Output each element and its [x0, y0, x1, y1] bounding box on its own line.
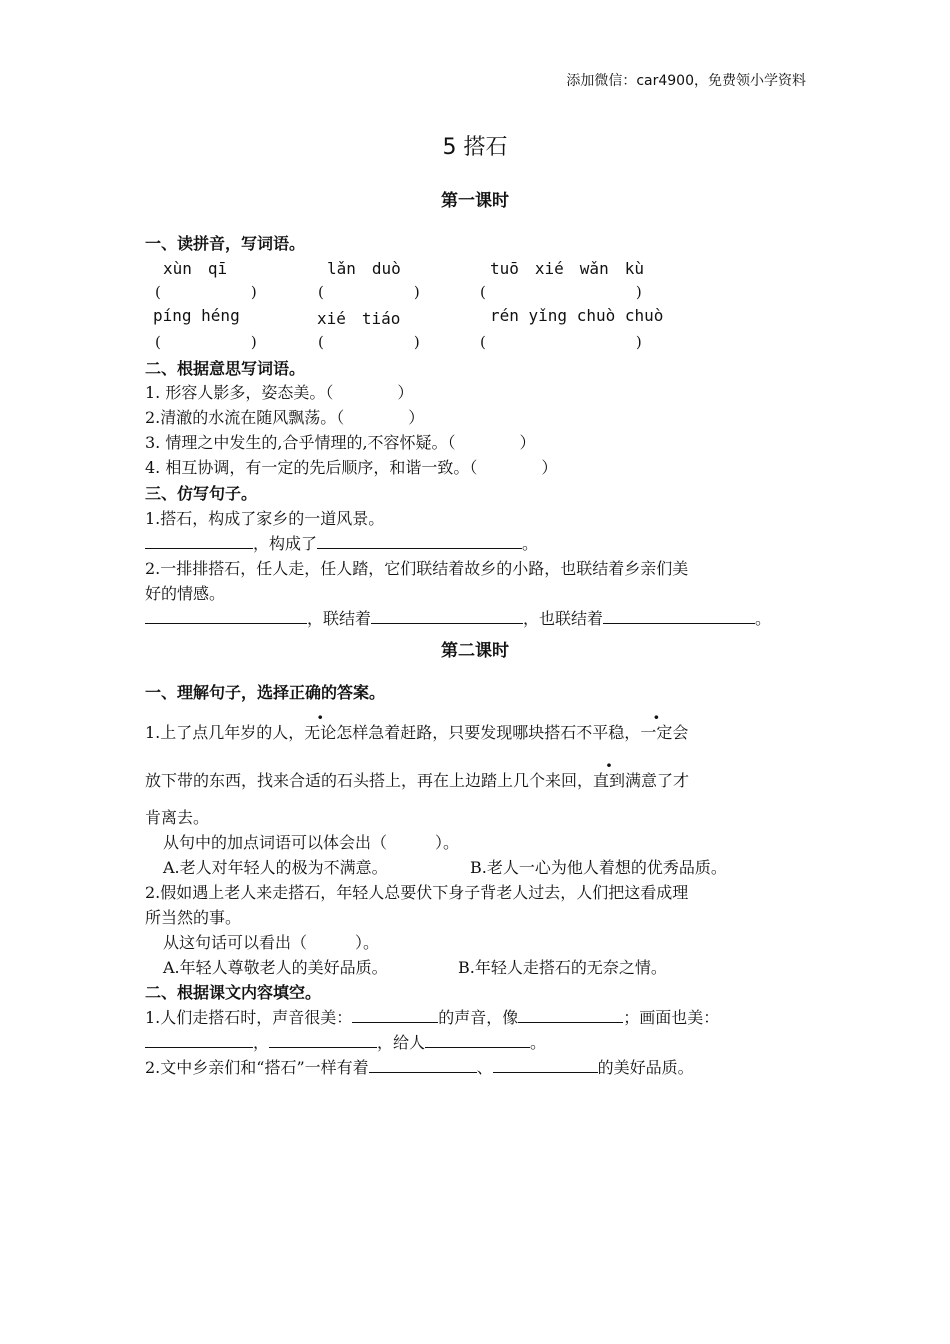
fill-text: ，也联结着: [523, 609, 604, 628]
q1-option-a[interactable]: A.老人对年轻人的极为不满意。: [163, 858, 388, 877]
lesson2-s2-heading: 二、根据课文内容填空。: [145, 983, 322, 1002]
lesson1-s2-heading: 二、根据意思写词语。: [145, 359, 306, 378]
text: 的美好品质。: [597, 1058, 694, 1077]
q1-option-b[interactable]: B.老人一心为他人着想的优秀品质。: [470, 858, 727, 877]
lesson2-s1-heading: 一、理解句子，选择正确的答案。: [145, 683, 386, 702]
answer-parens-2[interactable]: ( ): [318, 283, 420, 301]
definition-item-2: 2.清澈的水流在随风飘荡。（ ）: [145, 408, 425, 427]
text: 满意了才: [625, 771, 690, 790]
text: ，: [253, 1033, 270, 1052]
lesson1-subtitle: 第一课时: [441, 191, 509, 211]
text: 会: [672, 723, 689, 742]
comprehension-q1-line3: 肯离去。: [145, 808, 210, 827]
comprehension-q1-line2: [145, 768, 689, 791]
pinyin-1: xùn qī: [163, 259, 228, 278]
pinyin-6: rén yǐng chuò chuò: [490, 306, 664, 325]
imitate-q2-line1: 2.一排排搭石，任人走，任人踏，它们联结着故乡的小路，也联结着乡亲们美: [145, 559, 689, 578]
answer-parens-6[interactable]: ( ): [480, 333, 642, 351]
comprehension-q1-prompt: 从句中的加点词语可以体会出（ ）。: [163, 833, 460, 852]
lesson1-s1-heading: 一、读拼音，写词语。: [145, 234, 306, 253]
text: 。: [530, 1033, 547, 1052]
blank[interactable]: [493, 1058, 598, 1073]
blank[interactable]: [603, 609, 755, 624]
answer-parens-3[interactable]: ( ): [480, 283, 642, 301]
comprehension-q1-line1: [145, 720, 688, 743]
dotted-word: 无论: [304, 723, 337, 742]
answer-parens-4[interactable]: ( ): [155, 333, 257, 351]
definition-item-3: 3. 情理之中发生的,合乎情理的,不容怀疑。（ ）: [145, 433, 536, 452]
text: 的声音，像: [438, 1008, 519, 1027]
text: 1.人们走搭石时，声音很美：: [145, 1008, 353, 1027]
blank[interactable]: [145, 1033, 253, 1048]
blank[interactable]: [269, 1033, 377, 1048]
fill-text: 。: [755, 609, 772, 628]
text: 怎样急着赶路，只要发现哪块搭石不平稳，: [336, 723, 641, 742]
fill-q1-line1: [145, 1005, 719, 1028]
fill-q2-line: [145, 1055, 694, 1078]
text: 2.文中乡亲们和“搭石”一样有着: [145, 1058, 369, 1077]
fill-q1-line2: [145, 1030, 546, 1053]
q2-option-a[interactable]: A.年轻人尊敬老人的美好品质。: [163, 958, 388, 977]
fill-text: ，联结着: [307, 609, 372, 628]
comprehension-q2-line1: 2.假如遇上老人来走搭石，年轻人总要伏下身子背老人过去，人们把这看成理: [145, 883, 689, 902]
answer-parens-5[interactable]: ( ): [318, 333, 420, 351]
blank[interactable]: [317, 534, 522, 549]
pinyin-2: lǎn duò: [327, 259, 401, 278]
lesson2-subtitle: 第二课时: [441, 641, 509, 661]
blank[interactable]: [371, 609, 523, 624]
pinyin-3: tuō xié wǎn kù: [490, 259, 644, 278]
definition-item-1: 1. 形容人影多，姿态美。（ ）: [145, 383, 414, 402]
blank[interactable]: [352, 1008, 438, 1023]
imitate-q2-line2: 好的情感。: [145, 584, 226, 603]
header-note: 添加微信：car4900，免费领小学资料: [566, 73, 806, 89]
imitate-q1: 1.搭石，构成了家乡的一道风景。: [145, 509, 385, 528]
imitate-q2-fill-line: [145, 606, 771, 629]
blank[interactable]: [425, 1033, 530, 1048]
pinyin-5: xié tiáo: [317, 309, 401, 328]
text: 放下带的东西，找来合适的石头搭上，再在上边踏上几个来回，: [145, 771, 594, 790]
imitate-q1-fill-line: [145, 531, 538, 554]
blank[interactable]: [145, 609, 307, 624]
blank[interactable]: [369, 1058, 477, 1073]
text: 、: [476, 1058, 493, 1077]
fill-text: 。: [522, 534, 539, 553]
blank[interactable]: [518, 1008, 623, 1023]
definition-item-4: 4. 相互协调，有一定的先后顺序，和谐一致。（ ）: [145, 458, 558, 477]
dotted-word: 一定: [640, 723, 673, 742]
fill-text: ，构成了: [253, 534, 318, 553]
q2-option-b[interactable]: B.年轻人走搭石的无奈之情。: [458, 958, 667, 977]
comprehension-q2-line2: 所当然的事。: [145, 908, 242, 927]
dotted-word: 直到: [593, 771, 626, 790]
comprehension-q2-prompt: 从这句话可以看出（ ）。: [163, 933, 380, 952]
pinyin-4: píng héng: [153, 306, 240, 325]
lesson1-s3-heading: 三、仿写句子。: [145, 484, 258, 503]
text: ；画面也美：: [623, 1008, 720, 1027]
blank[interactable]: [145, 534, 253, 549]
text: 1.上了点几年岁的人，: [145, 723, 305, 742]
answer-parens-1[interactable]: ( ): [155, 283, 257, 301]
page-title: 5 搭石: [442, 135, 508, 160]
text: ，给人: [377, 1033, 426, 1052]
